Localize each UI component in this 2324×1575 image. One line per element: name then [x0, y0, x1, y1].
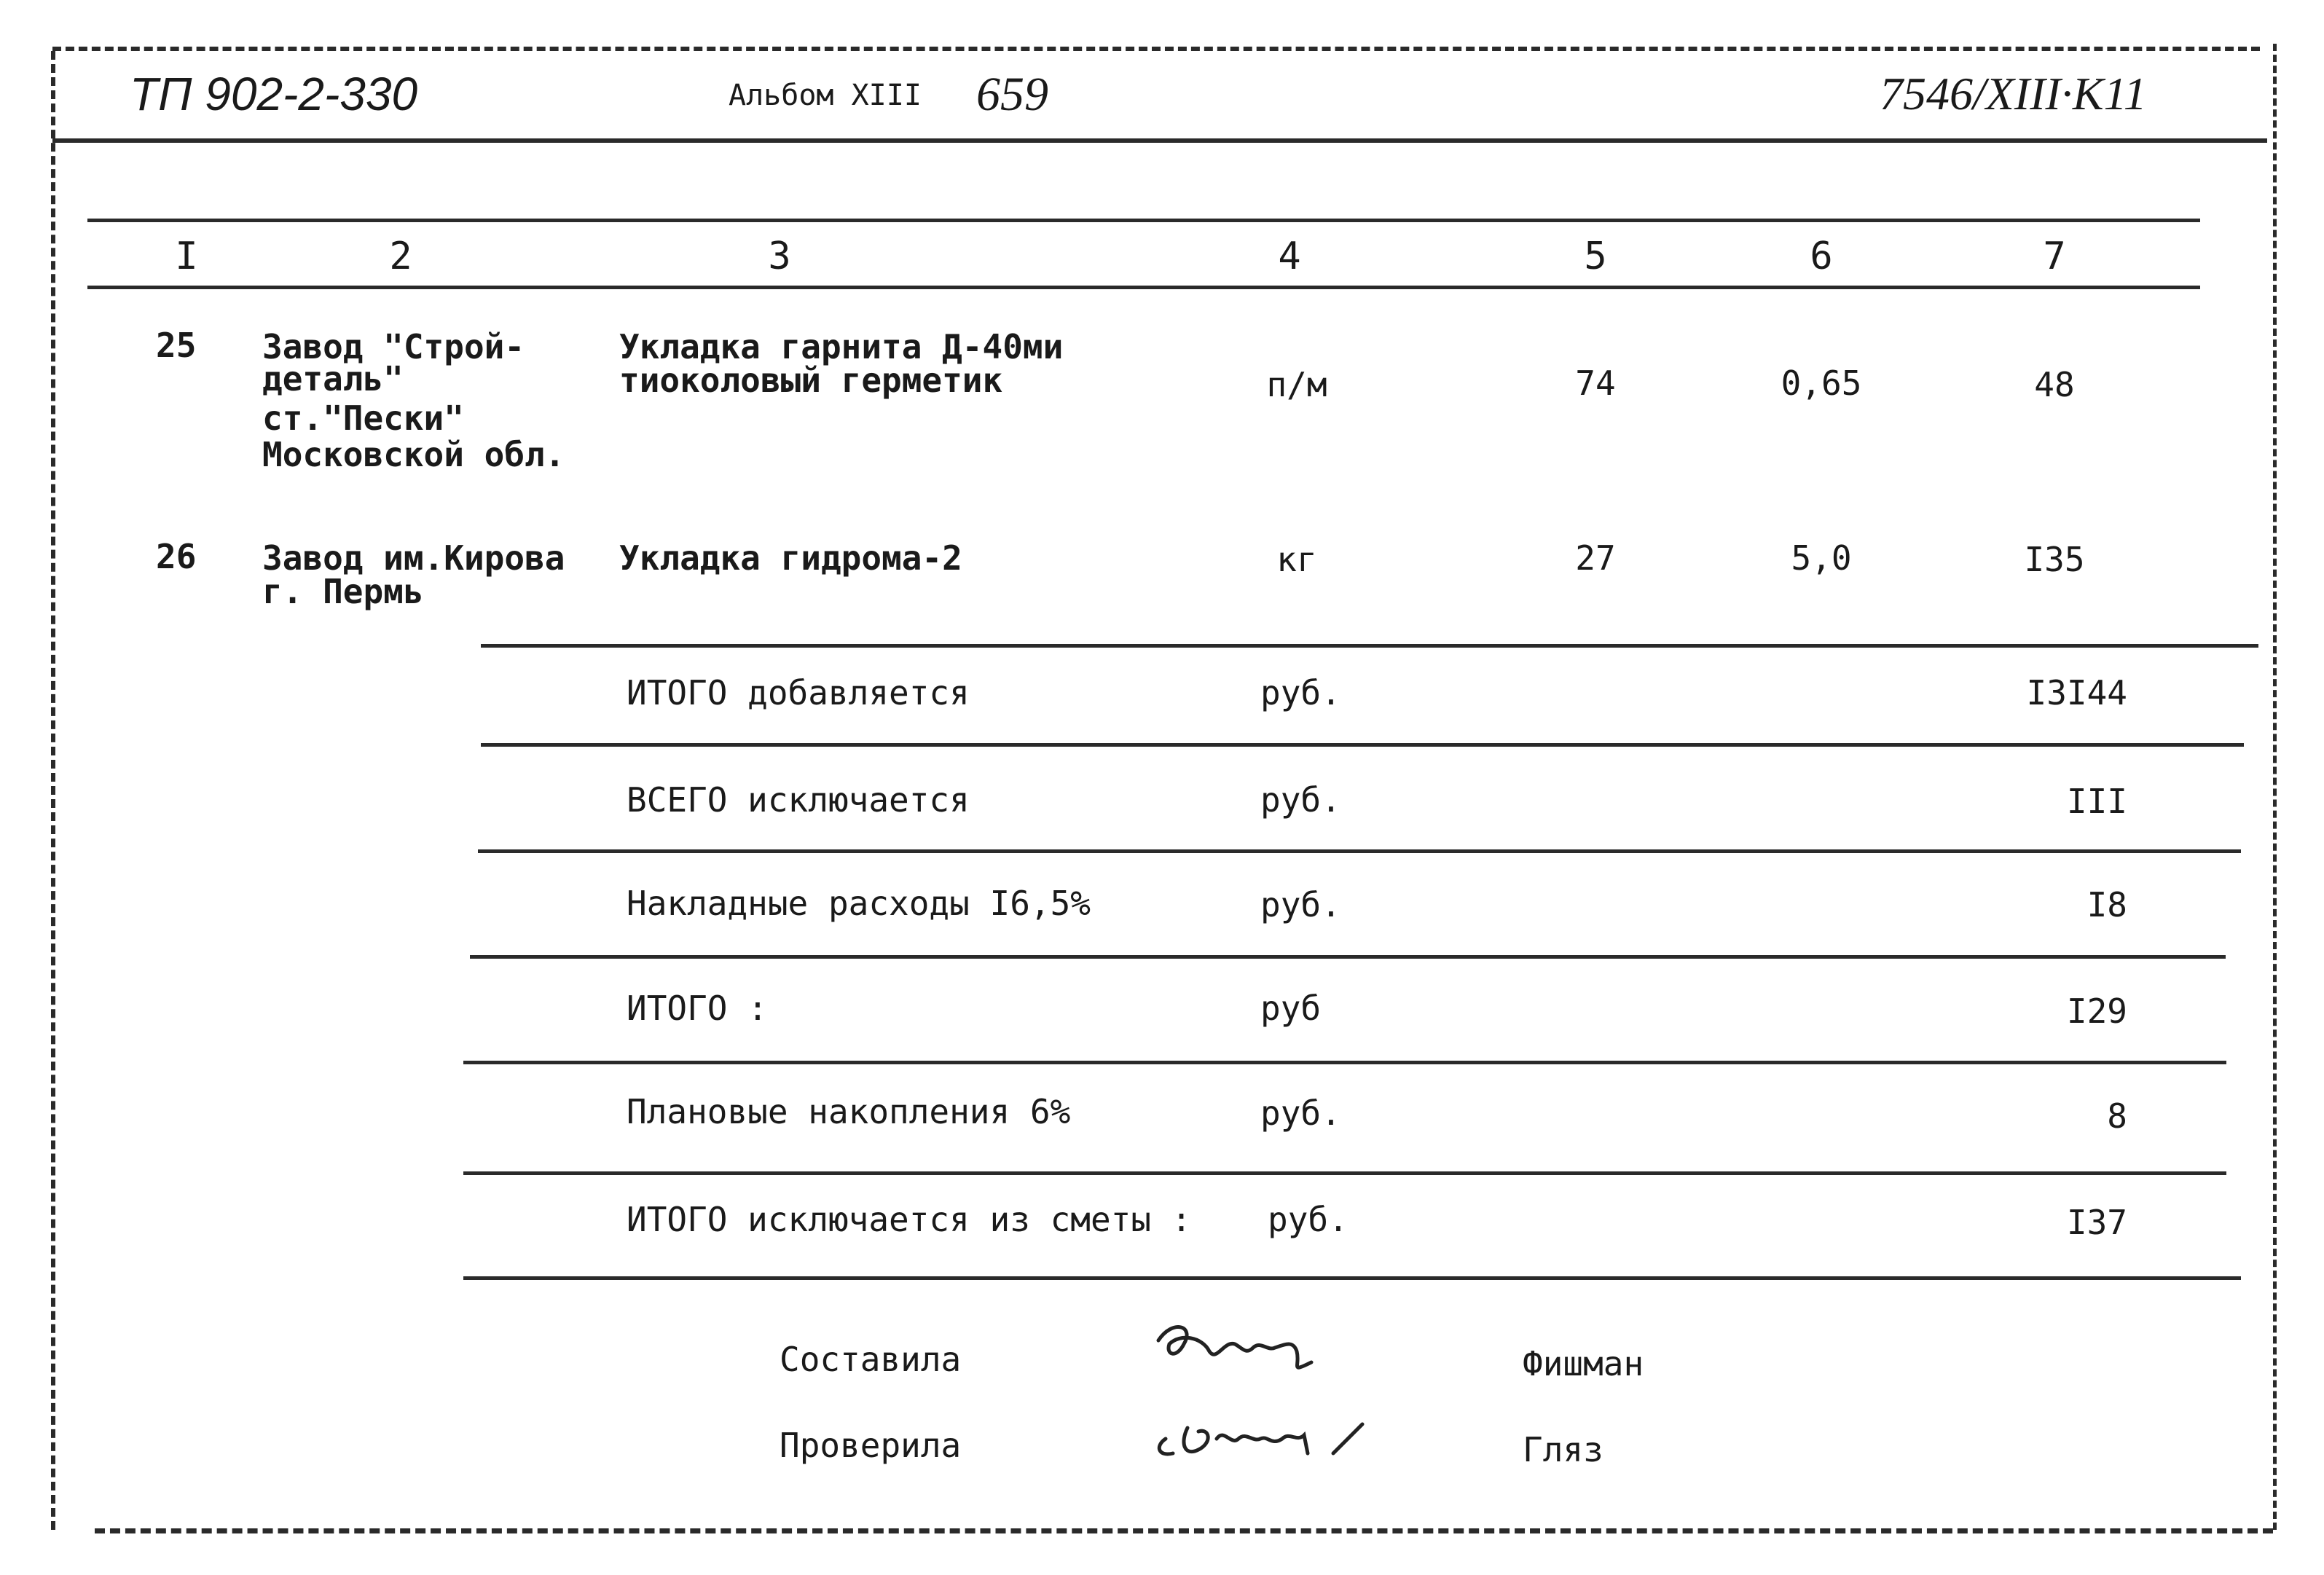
- total-value: I8: [2087, 885, 2127, 924]
- unit-cell: п/м: [1266, 365, 1327, 404]
- supplier-line: Московской обл.: [262, 435, 565, 474]
- totals-rule: [463, 1061, 2226, 1064]
- sum-cell: I35: [2024, 540, 2085, 579]
- total-label: Плановые накопления 6%: [627, 1092, 1071, 1131]
- total-label: Накладные расходы I6,5%: [627, 884, 1091, 923]
- total-label: ИТОГО :: [627, 989, 768, 1028]
- supplier-line: ст."Пески": [262, 398, 464, 438]
- total-label: ВСЕГО исключается: [627, 780, 970, 820]
- frame-top-border: [52, 47, 2260, 51]
- quantity-cell: 74: [1575, 364, 1616, 403]
- column-number-6: 6: [1810, 235, 1833, 278]
- work-description-line: Укладка гидрома-2: [619, 538, 962, 578]
- supplier-line: г. Пермь: [262, 572, 424, 611]
- column-number-7: 7: [2043, 235, 2066, 278]
- total-value: I37: [2066, 1203, 2127, 1242]
- compiled-by-label: Составила: [780, 1340, 962, 1379]
- column-number-1: I: [175, 235, 198, 278]
- document-reference: 7546/XIII·K11: [1880, 68, 2147, 119]
- total-unit: руб.: [1260, 673, 1341, 712]
- total-value: I3I44: [2026, 673, 2127, 712]
- row-number: 26: [156, 537, 197, 576]
- total-unit: руб: [1260, 989, 1322, 1028]
- sum-cell: 48: [2034, 365, 2075, 404]
- work-description-line: Укладка гарнита Д-40ми: [619, 327, 1064, 366]
- album-number: 659: [976, 68, 1048, 121]
- project-code: ТП 902-2-330: [130, 68, 418, 120]
- total-unit: руб.: [1260, 780, 1341, 820]
- total-value: I29: [2066, 991, 2127, 1031]
- totals-rule: [470, 955, 2226, 959]
- total-value: III: [2066, 782, 2127, 821]
- album-label: Альбом XIII: [729, 79, 922, 112]
- column-number-5: 5: [1584, 235, 1607, 278]
- frame-right-border: [2273, 44, 2277, 1530]
- unit-cell: кг: [1276, 540, 1317, 579]
- totals-rule: [478, 849, 2241, 853]
- totals-rule: [463, 1171, 2226, 1175]
- total-value: 8: [2107, 1096, 2127, 1136]
- supplier-line: деталь": [262, 359, 404, 398]
- row-number: 25: [156, 326, 197, 365]
- quantity-cell: 27: [1575, 538, 1616, 578]
- total-unit: руб.: [1260, 1093, 1341, 1133]
- frame-bottom-border: [95, 1528, 2273, 1533]
- compiled-by-name: Фишман: [1523, 1344, 1644, 1383]
- compiled-by-signature: [1144, 1311, 1362, 1384]
- unit-price-cell: 0,65: [1781, 364, 1862, 403]
- supplier-line: Завод им.Кирова: [262, 538, 565, 578]
- unit-price-cell: 5,0: [1791, 538, 1852, 578]
- totals-rule: [463, 1276, 2241, 1280]
- column-number-2: 2: [389, 235, 412, 278]
- column-header-rule: [87, 286, 2200, 289]
- total-label: ИТОГО добавляется: [627, 673, 970, 712]
- totals-rule: [481, 743, 2244, 747]
- total-unit: руб.: [1260, 885, 1341, 924]
- column-number-4: 4: [1278, 235, 1301, 278]
- work-description-line: тиоколовый герметик: [619, 361, 1003, 400]
- checked-by-name: Гляз: [1523, 1430, 1603, 1469]
- header-rule: [52, 138, 2267, 143]
- checked-by-label: Проверила: [780, 1426, 962, 1465]
- column-number-3: 3: [768, 235, 791, 278]
- total-label: ИТОГО исключается из сметы :: [627, 1200, 1192, 1239]
- totals-rule: [481, 644, 2258, 648]
- checked-by-signature: [1144, 1399, 1435, 1472]
- total-unit: руб.: [1268, 1200, 1349, 1239]
- supplier-line: Завод "Строй-: [262, 327, 525, 366]
- frame-left-border: [51, 51, 55, 1530]
- table-top-rule: [87, 219, 2200, 222]
